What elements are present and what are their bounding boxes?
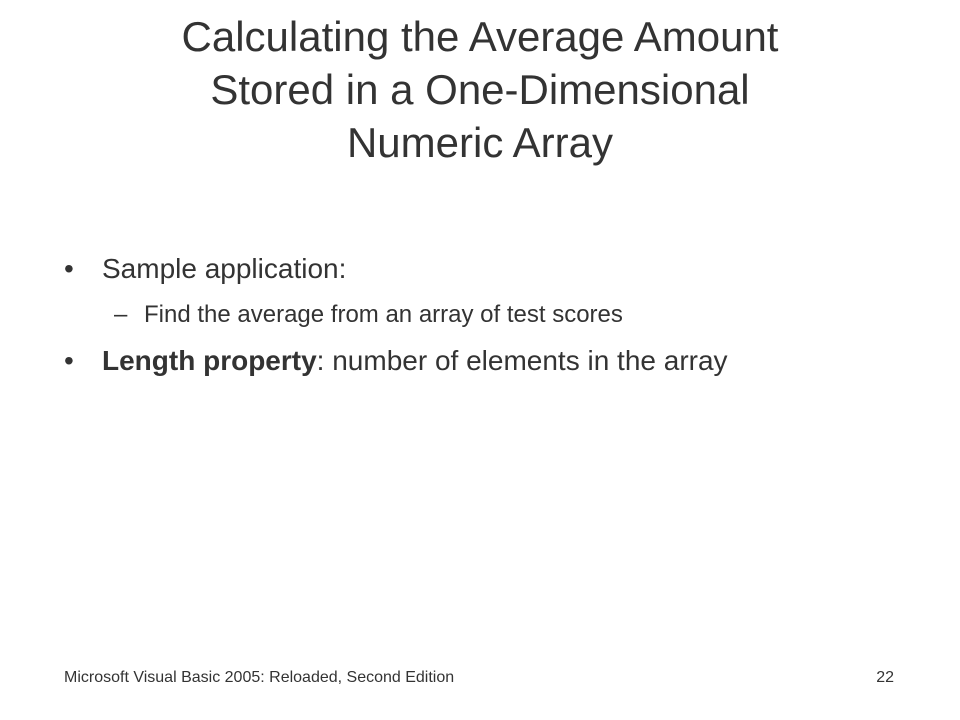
- bullet-dot: •: [64, 253, 74, 284]
- bullet-term: Length property: [102, 345, 317, 376]
- sub-bullet-item: [64, 298, 924, 332]
- bullet-item: [64, 342, 924, 380]
- bullet-list: [64, 250, 924, 380]
- footer-book-title: Microsoft Visual Basic 2005: Reloaded, Second Edition: [64, 669, 455, 686]
- page-number: 22: [876, 669, 894, 686]
- bullet-text: Sample application:: [102, 253, 347, 284]
- slide-title: [60, 10, 900, 169]
- sub-bullet-dash: –: [114, 301, 128, 328]
- title-line: Numeric Array: [346, 119, 614, 166]
- bullet-item: [64, 250, 924, 288]
- title-line: Calculating the Average Amount: [181, 13, 779, 60]
- title-line: Stored in a One-Dimensional: [210, 66, 750, 113]
- sub-bullet-text: Find the average from an array of test scores: [144, 301, 623, 328]
- bullet-dot: •: [64, 345, 74, 376]
- bullet-definition: : number of elements in the array: [316, 345, 728, 376]
